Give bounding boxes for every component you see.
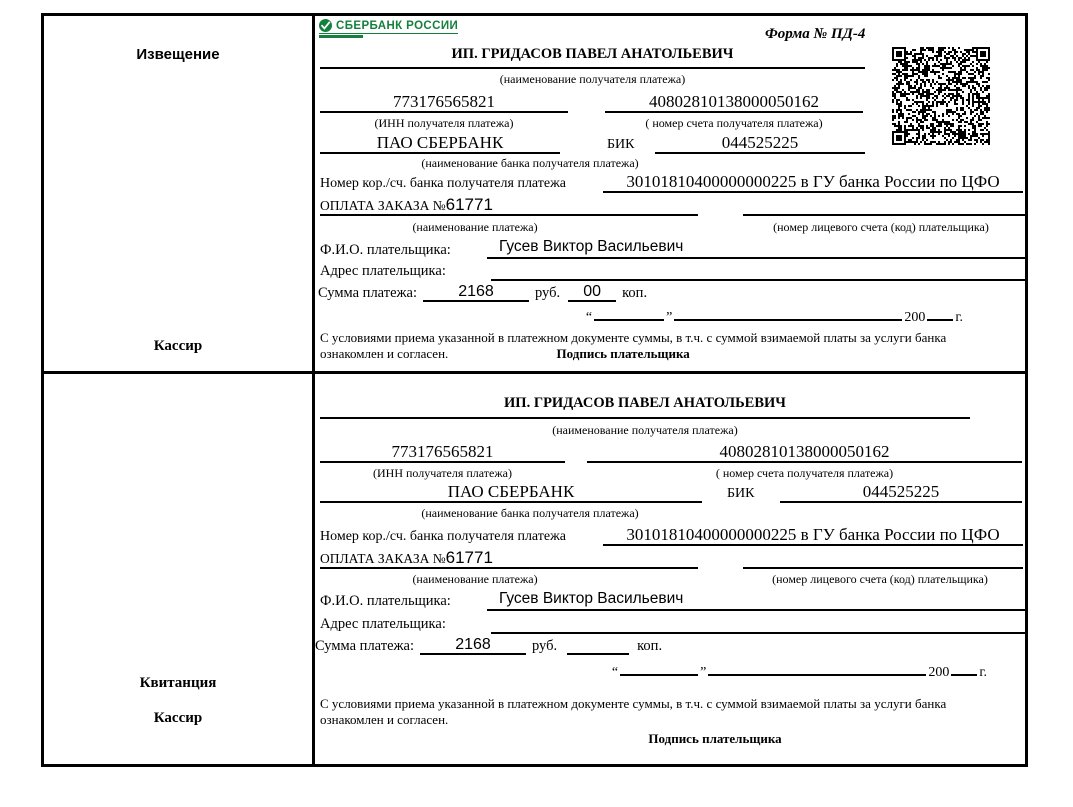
payment-purpose-label: ОПЛАТА ЗАКАЗА № — [320, 551, 446, 566]
payer-address-value — [491, 614, 1025, 634]
terms-text — [320, 330, 992, 362]
rub-label: руб. — [535, 285, 561, 301]
recipient-name: ИП. ГРИДАСОВ ПАВЕЛ АНАТОЛЬЕВИЧ — [320, 46, 865, 69]
personal-account-caption: (номер лицевого счета (код) плательщика) — [773, 220, 989, 234]
recipient-name: ИП. ГРИДАСОВ ПАВЕЛ АНАТОЛЬЕВИЧ — [320, 395, 970, 419]
date-year-suffix: г. — [955, 310, 963, 325]
date-quote-close: ” — [700, 665, 707, 680]
payer-fio-label: Ф.И.О. плательщика: — [320, 242, 451, 258]
account-value: 40802810138000050162 — [587, 442, 1022, 463]
payer-fio-label: Ф.И.О. плательщика: — [320, 593, 451, 609]
order-number-value: 61771 — [445, 548, 493, 567]
amount-row — [315, 636, 668, 655]
bik-label: БИК — [727, 486, 755, 501]
terms-text — [320, 696, 992, 728]
amount-rub-value: 2168 — [423, 283, 529, 302]
payment-form-pd4 — [41, 13, 1028, 767]
payer-address-label: Адрес плательщика: — [320, 616, 446, 632]
amount-rub-value: 2168 — [420, 636, 526, 655]
sberbank-logo — [319, 19, 458, 38]
corr-account-value: 30101810400000000225 в ГУ банка России по ЦФО — [603, 172, 1023, 193]
bank-name-value: ПАО СБЕРБАНК — [320, 133, 560, 154]
date-quote-close: ” — [666, 310, 673, 325]
date-day-line — [620, 661, 698, 676]
order-number-value: 61771 — [445, 195, 493, 214]
notice-cashier-label: Кассир — [153, 338, 203, 354]
receipt-form — [315, 374, 1025, 764]
receipt-section — [44, 374, 1025, 764]
receipt-stub — [44, 374, 315, 764]
amount-row — [318, 283, 653, 302]
account-caption: ( номер счета получателя платежа) — [645, 116, 823, 130]
terms-line1: С условиями приема указанной в платежном документе суммы, в т.ч. с суммой взимаемой платы за услуги банка — [320, 330, 947, 345]
account-value: 40802810138000050162 — [605, 92, 863, 113]
notice-stub-label: Извещение — [136, 46, 220, 63]
terms-line2: ознакомлен и согласен. — [320, 346, 449, 362]
receipt-stub-label: Квитанция — [139, 675, 217, 691]
payer-address-value — [491, 261, 1025, 281]
date-quote-open: “ — [611, 665, 619, 680]
inn-value: 773176565821 — [320, 92, 568, 113]
payment-caption: (наименование платежа) — [412, 220, 538, 234]
bank-caption: (наименование банка получателя платежа) — [421, 506, 639, 520]
inn-value: 773176565821 — [320, 442, 565, 463]
personal-account-line — [743, 548, 1023, 569]
notice-stub — [44, 16, 315, 371]
date-year-prefix: 200 — [904, 310, 926, 325]
date-month-line — [708, 661, 926, 676]
bank-name-value: ПАО СБЕРБАНК — [320, 482, 702, 503]
signature-label: Подпись плательщика — [648, 731, 782, 746]
date-row — [586, 306, 963, 326]
terms-line1: С условиями приема указанной в платежном документе суммы, в т.ч. с суммой взимаемой платы за услуги банка — [320, 696, 947, 711]
corr-account-value: 30101810400000000225 в ГУ банка России по ЦФО — [603, 525, 1023, 546]
date-day-line — [594, 306, 664, 321]
payment-purpose-line — [320, 195, 698, 216]
payment-purpose-line — [320, 548, 698, 569]
kop-label: коп. — [622, 285, 648, 301]
amount-label: Сумма платежа: — [318, 285, 417, 301]
sberbank-emblem-icon — [319, 19, 332, 32]
corr-account-label: Номер кор./сч. банка получателя платежа — [320, 529, 566, 544]
corr-account-label: Номер кор./сч. банка получателя платежа — [320, 176, 566, 191]
bank-caption: (наименование банка получателя платежа) — [421, 156, 639, 170]
recipient-caption: (наименование получателя платежа) — [552, 423, 738, 437]
payer-address-label: Адрес плательщика: — [320, 263, 446, 279]
form-number: Форма № ПД-4 — [765, 26, 866, 42]
payer-fio-value: Гусев Виктор Васильевич — [487, 238, 1025, 259]
date-year-line — [927, 306, 953, 321]
sberbank-logo-text: СБЕРБАНК РОССИИ — [336, 19, 459, 32]
date-year-suffix: г. — [979, 665, 987, 680]
qr-code — [892, 47, 990, 145]
date-year-line — [951, 661, 977, 676]
date-month-line — [674, 306, 902, 321]
kop-label: коп. — [637, 638, 663, 654]
sberbank-logo-subtext-bar — [319, 35, 363, 38]
payer-fio-value: Гусев Виктор Васильевич — [487, 590, 1025, 611]
bik-value: 044525225 — [655, 133, 865, 154]
payment-purpose-label: ОПЛАТА ЗАКАЗА № — [320, 198, 446, 213]
amount-kop-value — [567, 636, 629, 655]
amount-kop-value: 00 — [568, 283, 616, 302]
date-row — [612, 661, 987, 681]
terms-line2: ознакомлен и согласен. — [320, 712, 449, 728]
bik-label: БИК — [607, 137, 635, 152]
signature-label: Подпись плательщика — [556, 346, 690, 362]
rub-label: руб. — [532, 638, 558, 654]
inn-caption: (ИНН получателя платежа) — [374, 116, 514, 130]
inn-caption: (ИНН получателя платежа) — [373, 466, 512, 480]
notice-section — [44, 16, 1025, 374]
account-caption: ( номер счета получателя платежа) — [715, 466, 894, 480]
personal-account-line — [743, 195, 1025, 216]
personal-account-caption: (номер лицевого счета (код) плательщика) — [772, 572, 988, 586]
date-year-prefix: 200 — [928, 665, 950, 680]
recipient-caption: (наименование получателя платежа) — [499, 72, 686, 86]
payment-caption: (наименование платежа) — [412, 572, 538, 586]
receipt-cashier-label: Кассир — [153, 710, 203, 726]
bik-value: 044525225 — [780, 482, 1022, 503]
notice-form — [315, 16, 1025, 371]
date-quote-open: “ — [585, 310, 593, 325]
amount-label: Сумма платежа: — [315, 638, 414, 654]
